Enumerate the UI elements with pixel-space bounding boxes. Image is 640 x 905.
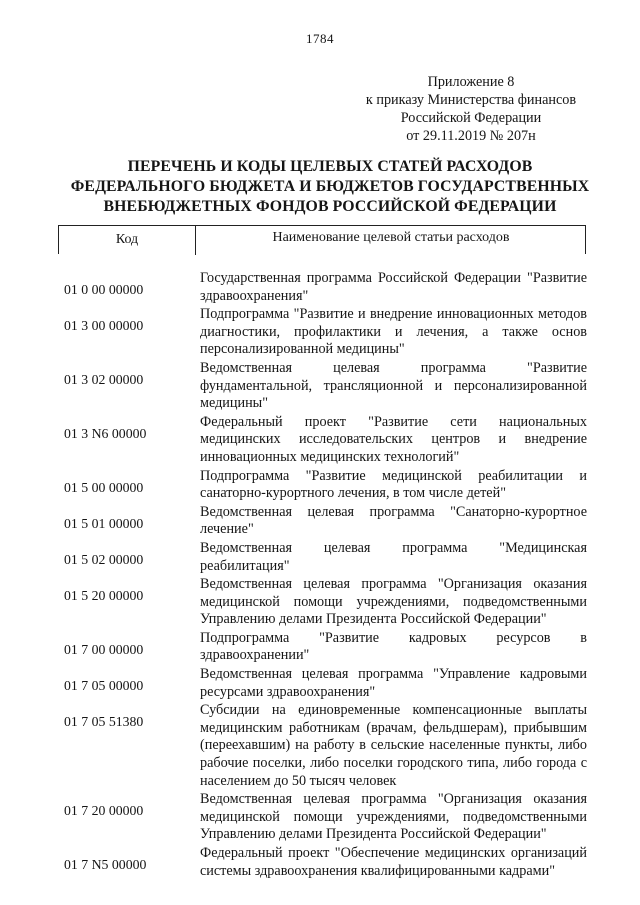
table-row [0,702,640,790]
header-name: Наименование целевой статьи расходов [272,230,510,245]
page-number: 1784 [306,31,334,46]
table-row [0,468,640,503]
row-code: 01 7 N5 00000 [64,857,147,872]
row-name: Подпрограмма "Развитие кадровых ресурсов в здравоохранении" [200,629,587,664]
row-name: Ведомственная целевая программа "Санаторно-курортное лечение" [200,503,587,538]
title-line-1: ПЕРЕЧЕНЬ И КОДЫ ЦЕЛЕВЫХ СТАТЕЙ РАСХОДОВ [127,158,533,175]
row-name: Подпрограмма "Развитие и внедрение инновационных методов диагностики, профилактики и лечения, а также основ персонализированной медицины" [200,306,587,358]
row-name: Государственная программа Российской Федерации "Развитие здравоохранения" [200,270,587,304]
table-row [0,845,640,880]
table-row [0,414,640,467]
appendix-line-2: к приказу Министерства финансов [365,92,577,108]
table-row [0,576,640,629]
row-name: Ведомственная целевая программа "Организация оказания медицинской помощи учреждениями, подведомственными Управлению делами Президента Российской Федерации" [200,791,587,843]
row-code: 01 3 02 00000 [64,371,144,387]
row-name: Субсидии на единовременные компенсационные выплаты медицинским работникам (врачам, фельдшерам), прибывшим (переехавшим) на работу в сельские населенные пункты, либо рабочие поселки, либо поселки городского типа, либо города с населением до 50 тысяч человек [200,702,587,789]
table-row [0,630,640,665]
table-header [58,225,586,254]
row-code: 01 3 00 00000 [64,318,144,334]
row-code: 01 7 05 51380 [64,714,144,730]
row-code: 01 5 01 00000 [64,515,144,531]
title-line-3: ВНЕБЮДЖЕТНЫХ ФОНДОВ РОССИЙСКОЙ ФЕДЕРАЦИИ [103,198,557,215]
appendix-line-3: Российской Федерации [400,110,542,126]
row-name: Ведомственная целевая программа "Развитие фундаментальной, трансляционной и персонализированной медицины" [200,359,587,412]
row-name: Ведомственная целевая программа "Организация оказания медицинской помощи учреждениями, подведомственными Управлению делами Президента Российской Федерации" [200,576,587,628]
appendix-line-4: от 29.11.2019 № 207н [406,128,536,144]
table-row [0,306,640,359]
row-code: 01 7 00 00000 [64,641,144,657]
table-row [0,791,640,844]
appendix-line-1: Приложение 8 [427,74,515,90]
table-body [0,270,640,881]
row-code: 01 7 20 00000 [64,803,144,819]
row-code: 01 0 00 00000 [64,282,144,297]
row-name: Подпрограмма "Развитие медицинской реабилитации и санаторно-курортного лечения, в том числе детей" [200,467,587,502]
row-name: Ведомственная целевая программа "Управление кадровыми ресурсами здравоохранения" [200,666,587,700]
table-row [0,360,640,413]
row-name: Федеральный проект "Развитие сети национальных медицинских исследовательских центров и внедрение инновационных медицинских технологий" [200,413,587,465]
table-row [0,666,640,701]
row-code: 01 3 N6 00000 [64,425,147,441]
table-row [0,504,640,539]
row-code: 01 5 02 00000 [64,551,144,567]
table-row [0,540,640,575]
row-name: Федеральный проект "Обеспечение медицинских организаций системы здравоохранения квалифицированными кадрами" [200,845,587,879]
table-row [0,270,640,305]
row-code: 01 5 00 00000 [64,479,144,495]
row-code: 01 5 20 00000 [64,588,144,604]
title-line-2: ФЕДЕРАЛЬНОГО БЮДЖЕТА И БЮДЖЕТОВ ГОСУДАРСТВЕННЫХ [70,178,590,195]
document-title [30,157,630,217]
row-name: Ведомственная целевая программа "Медицинская реабилитация" [200,539,587,574]
header-code: Код [115,232,139,247]
row-code: 01 7 05 00000 [64,678,144,694]
appendix-block [340,73,602,145]
